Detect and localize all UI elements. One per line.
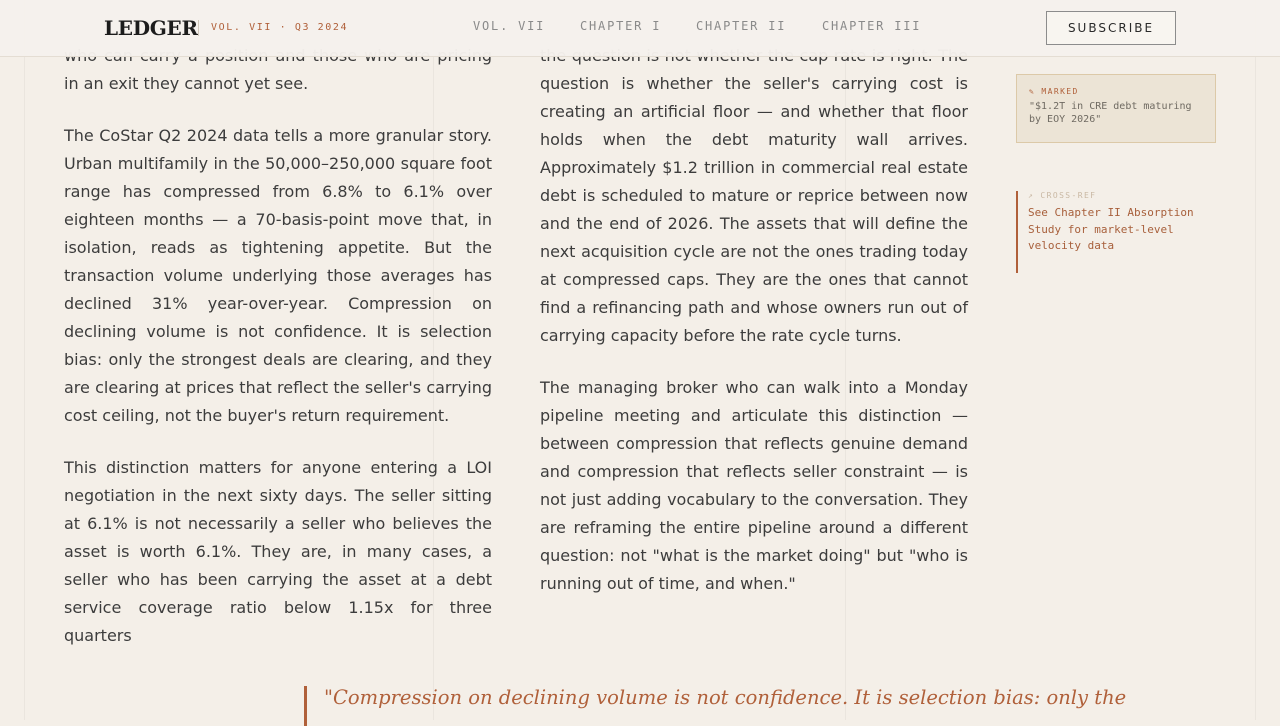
crossref-label: ↗ CROSS-REF <box>1028 191 1097 200</box>
logo-divider <box>198 20 199 36</box>
nav-item-chapter-ii[interactable]: CHAPTER II <box>696 19 787 33</box>
nav-item-chapter-i[interactable]: CHAPTER I <box>580 19 662 33</box>
pull-quote: "Compression on declining volume is not confidence. It is selection bias: only the <box>304 686 1004 726</box>
logo[interactable]: LEDGER <box>104 16 198 40</box>
paragraph: The CoStar Q2 2024 data tells a more granular story. Urban multifamily in the 50,000–250,000 square foot range has compressed from 6.8% to 6.1% over eighteen months — a 70-basis-point move that, in isolation, reads as tightening appetite. But the transaction volume underlying those averages has declined 31% year-over-year. Compression on declining volume is not confidence. It is selection bias: only the strongest deals are clearing, and they are clearing at prices that reflect the seller's carrying cost ceiling, not the buyer's return requirement. <box>64 126 492 425</box>
nav-item-chapter-iii[interactable]: CHAPTER III <box>822 19 922 33</box>
paragraph: question is whether the seller's carrying cost is creating an artificial floor — and whether that floor holds when the debt maturity wall arrives. Approximately $1.2 trillion in commercial real estate debt is scheduled to mature or reprice between now and the end of 2026. The assets that will define the next acquisition cycle are not the ones trading today at compressed caps. They are the ones that cannot find a refinancing path and whose owners run out of carrying capacity before the rate cycle turns. <box>540 74 968 345</box>
marked-label: ✎ MARKED <box>1029 87 1079 96</box>
volume-tag: VOL. VII · Q3 2024 <box>211 22 349 33</box>
marked-text: "$1.2T in CRE debt maturing by EOY 2026" <box>1029 101 1192 125</box>
article-column-left <box>64 42 492 674</box>
nav-item-vol-vii[interactable]: VOL. VII <box>473 19 546 33</box>
marked-note[interactable] <box>1016 74 1216 143</box>
article-column-right <box>540 42 968 622</box>
crossref-link[interactable]: See Chapter II Absorption Study for market-level velocity data <box>1028 206 1194 252</box>
subscribe-button[interactable]: SUBSCRIBE <box>1046 11 1176 45</box>
crossref-note <box>1016 191 1216 273</box>
paragraph: The managing broker who can walk into a Monday pipeline meeting and articulate this distinction — between compression that reflects genuine demand and compression that reflects seller constraint — is not just adding vocabulary to the conversation. They are reframing the entire pipeline around a different question: not "what is the market doing" but "who is running out of time, and when." <box>540 378 968 593</box>
paragraph: in an exit they cannot yet see. <box>64 74 309 93</box>
top-navigation-bar <box>0 0 1280 57</box>
paragraph: This distinction matters for anyone entering a LOI negotiation in the next sixty days. The seller sitting at 6.1% is not necessarily a seller who believes the asset is worth 6.1%. They are, in many cases, a seller who has been carrying the asset at a debt service coverage ratio below 1.15x for three quarters <box>64 458 492 645</box>
